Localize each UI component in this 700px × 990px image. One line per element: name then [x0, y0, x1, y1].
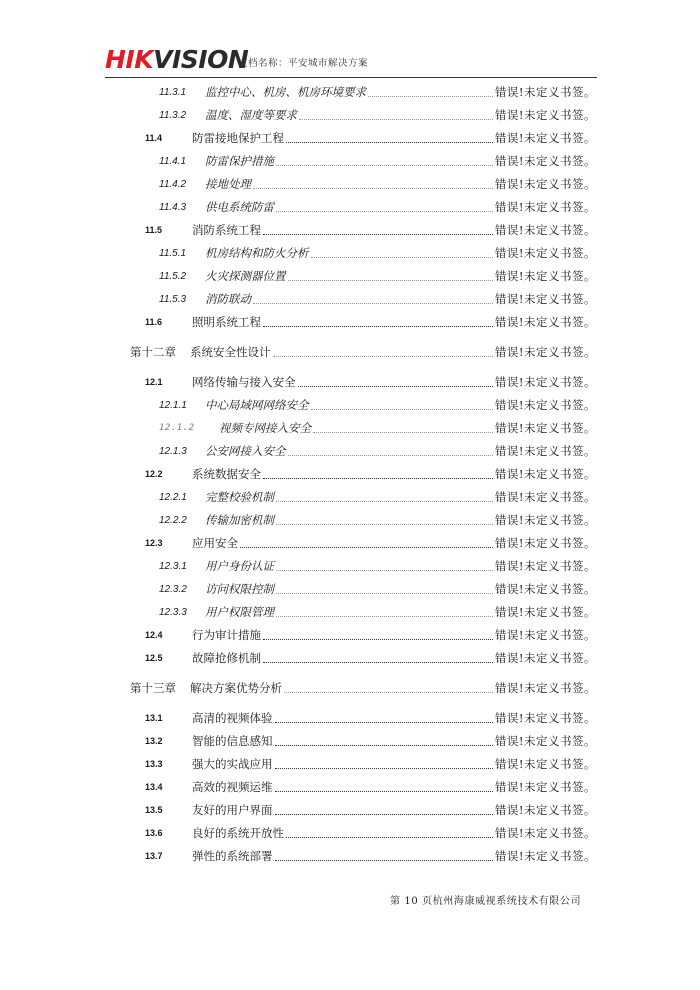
toc-number: 11.4 — [145, 133, 163, 143]
toc-title: 消防联动 — [205, 292, 251, 306]
toc-number: 12.3.1 — [159, 560, 187, 572]
toc-dot-leader — [275, 859, 493, 861]
toc-title: 友好的用户界面 — [192, 803, 273, 817]
toc-entry[interactable] — [159, 243, 596, 263]
page-header — [105, 46, 595, 78]
toc-title: 接地处理 — [205, 177, 251, 191]
toc-entry[interactable] — [159, 105, 596, 125]
toc-entry[interactable] — [159, 418, 596, 438]
toc-entry[interactable] — [159, 174, 596, 194]
toc-title: 监控中心、机房、机房环境要求 — [205, 85, 366, 99]
toc-page-ref: 错误!未定义书签。 — [494, 269, 596, 283]
toc-page-ref: 错误!未定义书签。 — [494, 200, 596, 214]
toc-entry[interactable] — [145, 464, 596, 484]
toc-dot-leader — [263, 638, 493, 640]
toc-number: 11.3.2 — [159, 109, 187, 121]
toc-number: 12.3.2 — [159, 583, 187, 595]
toc-entry[interactable] — [159, 556, 596, 576]
toc-title: 防雷接地保护工程 — [192, 131, 284, 145]
toc-dot-leader — [286, 141, 493, 143]
toc-dot-leader — [288, 454, 493, 456]
toc-title: 高清的视频体验 — [192, 711, 273, 725]
toc-number: 12.2.2 — [159, 514, 187, 526]
toc-entry[interactable] — [145, 708, 596, 728]
toc-dot-leader — [276, 592, 493, 594]
toc-page-ref: 错误!未定义书签。 — [494, 223, 596, 237]
toc-page-ref: 错误!未定义书签。 — [494, 849, 596, 863]
toc-entry[interactable] — [145, 731, 596, 751]
toc-page-ref: 错误!未定义书签。 — [494, 467, 596, 481]
toc-entry[interactable] — [159, 197, 596, 217]
toc-number: 12.3.3 — [159, 606, 187, 618]
toc-page-ref: 错误!未定义书签。 — [494, 780, 596, 794]
toc-title: 故障抢修机制 — [192, 651, 261, 665]
toc-dot-leader — [299, 118, 493, 120]
toc-entry[interactable] — [145, 800, 596, 820]
toc-number: 13.7 — [145, 851, 163, 861]
toc-page-ref: 错误!未定义书签。 — [494, 803, 596, 817]
toc-entry[interactable] — [145, 312, 596, 332]
toc-title: 解决方案优势分析 — [190, 681, 282, 695]
toc-number: 11.6 — [145, 317, 163, 327]
toc-number: 13.6 — [145, 828, 163, 838]
toc-dot-leader — [311, 408, 493, 410]
toc-dot-leader — [276, 500, 493, 502]
toc-title: 机房结构和防火分析 — [205, 246, 309, 260]
toc-entry[interactable] — [145, 220, 596, 240]
toc-dot-leader — [276, 569, 493, 571]
toc-dot-leader — [263, 325, 493, 327]
toc-entry[interactable] — [159, 441, 596, 461]
toc-entry[interactable] — [159, 602, 596, 622]
toc-page-ref: 错误!未定义书签。 — [494, 711, 596, 725]
toc-entry[interactable] — [145, 823, 596, 843]
toc-dot-leader — [286, 836, 493, 838]
toc-number: 12.1 — [145, 377, 163, 387]
toc-dot-leader — [276, 164, 493, 166]
toc-dot-leader — [276, 615, 493, 617]
toc-entry[interactable] — [145, 846, 596, 866]
toc-page-ref: 错误!未定义书签。 — [494, 345, 596, 359]
toc-title: 中心局域网网络安全 — [205, 398, 309, 412]
toc-page-ref: 错误!未定义书签。 — [494, 513, 596, 527]
toc-number: 11.4.1 — [159, 155, 187, 167]
toc-page-ref: 错误!未定义书签。 — [494, 734, 596, 748]
toc-title: 供电系统防雷 — [205, 200, 274, 214]
toc-page-ref: 错误!未定义书签。 — [494, 490, 596, 504]
toc-number: 12.5 — [145, 653, 163, 663]
toc-number: 12.2 — [145, 469, 163, 479]
toc-title: 网络传输与接入安全 — [192, 375, 296, 389]
toc-title: 良好的系统开放性 — [192, 826, 284, 840]
toc-page-ref: 错误!未定义书签。 — [494, 315, 596, 329]
toc-entry[interactable] — [145, 128, 596, 148]
toc-page-ref: 错误!未定义书签。 — [494, 421, 596, 435]
toc-page-ref: 错误!未定义书签。 — [494, 826, 596, 840]
toc-title: 公安网接入安全 — [205, 444, 286, 458]
toc-dot-leader — [275, 744, 493, 746]
toc-number: 11.5.1 — [159, 247, 187, 259]
toc-entry[interactable] — [159, 289, 596, 309]
toc-entry[interactable] — [159, 579, 596, 599]
logo-vision-text: VISION — [153, 45, 249, 74]
toc-number: 11.3.1 — [159, 86, 187, 98]
toc-page-ref: 错误!未定义书签。 — [494, 651, 596, 665]
toc-page-ref: 错误!未定义书签。 — [494, 757, 596, 771]
toc-entry[interactable] — [159, 82, 596, 102]
toc-title: 智能的信息感知 — [192, 734, 273, 748]
toc-number: 11.5.2 — [159, 270, 187, 282]
toc-entry[interactable] — [145, 648, 596, 668]
toc-dot-leader — [253, 187, 493, 189]
toc-entry[interactable] — [145, 754, 596, 774]
logo-hik-text: HIK — [105, 45, 154, 74]
toc-title: 温度、湿度等要求 — [205, 108, 297, 122]
toc-dot-leader — [253, 302, 493, 304]
toc-dot-leader — [263, 661, 493, 663]
toc-title: 访问权限控制 — [205, 582, 274, 596]
toc-dot-leader — [276, 210, 493, 212]
toc-dot-leader — [311, 256, 493, 258]
toc-number: 13.5 — [145, 805, 163, 815]
toc-number: 13.2 — [145, 736, 163, 746]
toc-title: 照明系统工程 — [192, 315, 261, 329]
toc-page-ref: 错误!未定义书签。 — [494, 605, 596, 619]
toc-number: 12.4 — [145, 630, 163, 640]
toc-dot-leader — [240, 546, 493, 548]
document-title: 文档名称：平安城市解决方案 — [238, 58, 369, 69]
toc-dot-leader — [275, 790, 493, 792]
toc-entry[interactable] — [159, 151, 596, 171]
toc-dot-leader — [313, 431, 493, 433]
toc-entry[interactable] — [145, 625, 596, 645]
toc-dot-leader — [263, 477, 493, 479]
toc-number: 11.5.3 — [159, 293, 187, 305]
toc-number: 第十三章 — [130, 681, 176, 695]
toc-page-ref: 错误!未定义书签。 — [494, 559, 596, 573]
toc-title: 应用安全 — [192, 536, 238, 550]
toc-page-ref: 错误!未定义书签。 — [494, 444, 596, 458]
toc-number: 13.1 — [145, 713, 163, 723]
toc-title: 防雷保护措施 — [205, 154, 274, 168]
toc-page-ref: 错误!未定义书签。 — [494, 177, 596, 191]
toc-dot-leader — [276, 523, 493, 525]
toc-page-ref: 错误!未定义书签。 — [494, 85, 596, 99]
toc-title: 用户权限管理 — [205, 605, 274, 619]
header-divider — [105, 77, 597, 78]
toc-title: 火灾探测器位置 — [205, 269, 286, 283]
toc-page-ref: 错误!未定义书签。 — [494, 681, 596, 695]
toc-dot-leader — [275, 813, 493, 815]
toc-title: 传输加密机制 — [205, 513, 274, 527]
toc-title: 视频专网接入安全 — [219, 421, 311, 435]
toc-dot-leader — [368, 95, 493, 97]
toc-number: 12.2.1 — [159, 491, 187, 503]
toc-number: 11.4.2 — [159, 178, 187, 190]
toc-page-ref: 错误!未定义书签。 — [494, 536, 596, 550]
toc-page-ref: 错误!未定义书签。 — [494, 582, 596, 596]
hikvision-logo — [105, 46, 248, 74]
toc-title: 系统数据安全 — [192, 467, 261, 481]
toc-dot-leader — [263, 233, 493, 235]
toc-number: 11.5 — [145, 225, 163, 235]
toc-page-ref: 错误!未定义书签。 — [494, 292, 596, 306]
toc-page-ref: 错误!未定义书签。 — [494, 628, 596, 642]
toc-number: 12.3 — [145, 538, 163, 548]
toc-title: 系统安全性设计 — [190, 345, 271, 359]
toc-page-ref: 错误!未定义书签。 — [494, 154, 596, 168]
toc-entry[interactable] — [145, 372, 596, 392]
toc-dot-leader — [284, 691, 493, 693]
toc-page-ref: 错误!未定义书签。 — [494, 398, 596, 412]
toc-page-ref: 错误!未定义书签。 — [494, 375, 596, 389]
page-footer: 第 10 页杭州海康威视系统技术有限公司 — [390, 896, 582, 907]
toc-dot-leader — [273, 355, 493, 357]
toc-entry[interactable] — [145, 777, 596, 797]
toc-entry[interactable] — [130, 678, 596, 698]
toc-number: 12.1.2 — [159, 423, 195, 433]
toc-number: 13.4 — [145, 782, 163, 792]
toc-title: 高效的视频运维 — [192, 780, 273, 794]
toc-number: 第十二章 — [130, 345, 176, 359]
toc-title: 用户身份认证 — [205, 559, 274, 573]
toc-number: 11.4.3 — [159, 201, 187, 213]
toc-page-ref: 错误!未定义书签。 — [494, 108, 596, 122]
toc-dot-leader — [275, 721, 493, 723]
toc-entry[interactable] — [159, 487, 596, 507]
toc-entry[interactable] — [130, 342, 596, 362]
toc-page-ref: 错误!未定义书签。 — [494, 246, 596, 260]
toc-dot-leader — [298, 385, 493, 387]
toc-entry[interactable] — [159, 510, 596, 530]
toc-entry[interactable] — [145, 533, 596, 553]
toc-entry[interactable] — [159, 266, 596, 286]
toc-number: 12.1.1 — [159, 399, 187, 411]
toc-title: 完整校验机制 — [205, 490, 274, 504]
toc-number: 12.1.3 — [159, 445, 187, 457]
toc-entry[interactable] — [159, 395, 596, 415]
toc-title: 行为审计措施 — [192, 628, 261, 642]
toc-dot-leader — [275, 767, 493, 769]
toc-title: 消防系统工程 — [192, 223, 261, 237]
toc-title: 弹性的系统部署 — [192, 849, 273, 863]
toc-dot-leader — [288, 279, 493, 281]
toc-title: 强大的实战应用 — [192, 757, 273, 771]
toc-page-ref: 错误!未定义书签。 — [494, 131, 596, 145]
toc-number: 13.3 — [145, 759, 163, 769]
